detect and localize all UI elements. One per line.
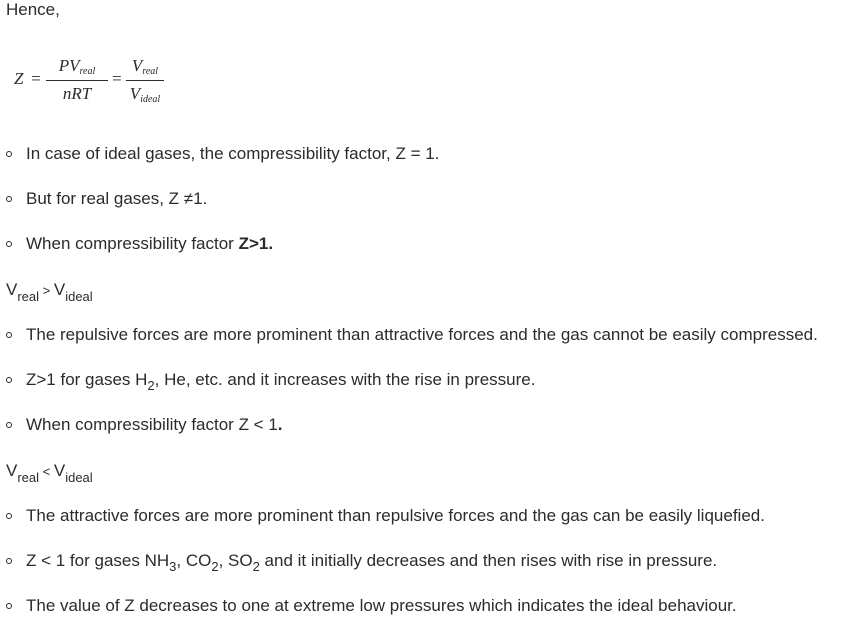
bullet-circle-icon xyxy=(6,377,12,383)
list-item-text: Z < 1 for gases $NH_3$, $CO_2$, $SO_2$ and it initially decreases and then rises with rise in pressure. xyxy=(26,551,718,574)
fraction-1-bar xyxy=(46,80,108,81)
fraction-1 xyxy=(46,56,108,110)
bullet-circle-icon xyxy=(6,332,12,338)
bullet-circle-icon xyxy=(6,558,12,564)
list-item-text: In case of ideal gases, the compressibility factor, Z = 1. xyxy=(26,144,440,163)
compressibility-formula xyxy=(14,56,164,110)
bullet-circle-icon xyxy=(6,151,12,157)
volume-relation-greater: $V_{real} > V_{ideal}$ xyxy=(6,280,93,304)
volume-relation-less: $V_{real} < V_{ideal}$ xyxy=(6,461,93,485)
fraction-2-numerator: $V_{real}$ xyxy=(131,56,159,77)
bullet-circle-icon xyxy=(6,196,12,202)
list-item-text: The attractive forces are more prominent than repulsive forces and the gas can be easily liquefied. xyxy=(26,506,765,525)
list-item-text: But for real gases, Z ≠1. xyxy=(26,189,208,208)
bullet-circle-icon xyxy=(6,241,12,247)
fraction-1-denominator: nRT xyxy=(62,84,92,103)
formula-eq-2: = xyxy=(111,69,123,88)
list-item-text: When compressibility factor Z>1. xyxy=(26,234,274,253)
list-item-text: The repulsive forces are more prominent than attractive forces and the gas cannot be easily compressed. xyxy=(26,325,818,344)
fraction-2-denominator: $V_{ideal}$ xyxy=(129,84,161,105)
formula-lhs: Z xyxy=(14,69,24,88)
list-item-text: When compressibility factor Z < 1. xyxy=(26,415,283,434)
intro-text: Hence, xyxy=(6,0,60,19)
fraction-2 xyxy=(126,56,164,110)
bullet-circle-icon xyxy=(6,422,12,428)
fraction-2-bar xyxy=(126,80,164,81)
bullet-circle-icon xyxy=(6,603,12,609)
list-item-text: The value of Z decreases to one at extreme low pressures which indicates the ideal behaviour. xyxy=(26,596,737,615)
bullet-circle-icon xyxy=(6,513,12,519)
fraction-1-numerator: $PV_{real}$ xyxy=(58,56,96,77)
list-item-text: Z>1 for gases $H_2$, He, etc. and it increases with the rise in pressure. xyxy=(26,370,536,393)
formula-eq-1: = xyxy=(30,69,42,88)
